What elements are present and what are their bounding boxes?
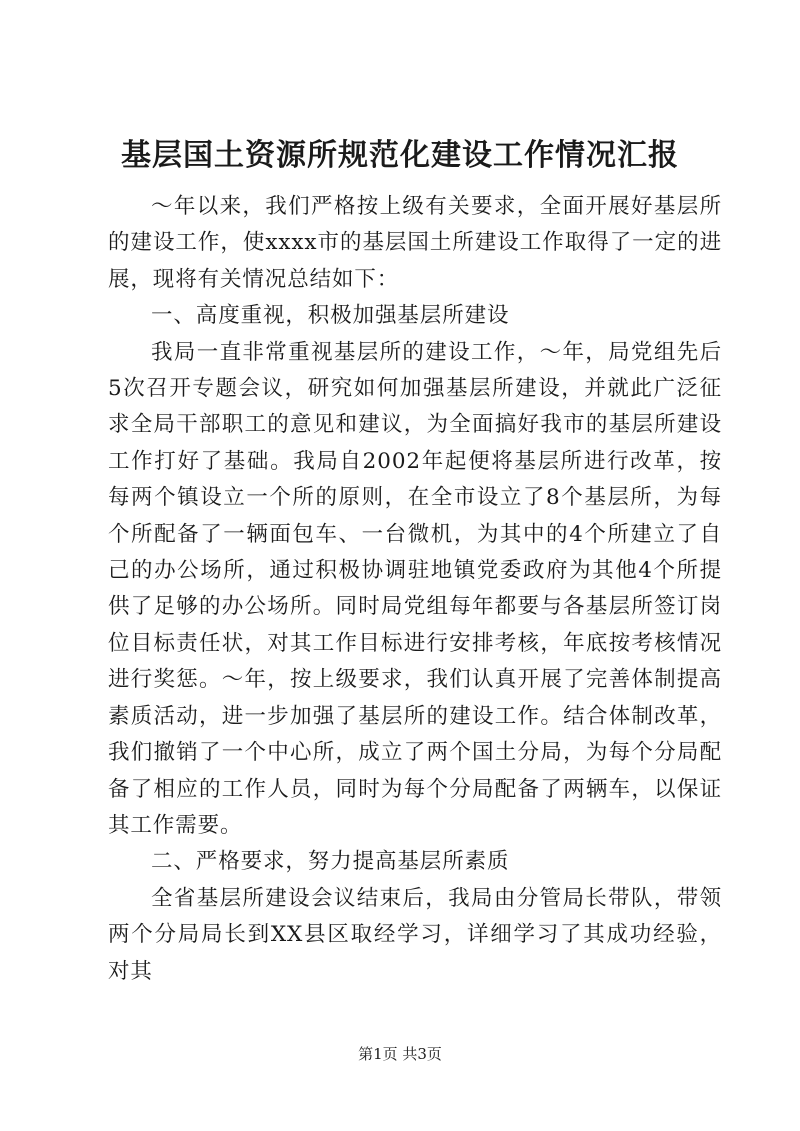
page-number-footer: 第1页 共3页 — [358, 1045, 442, 1063]
document-title: 基层国土资源所规范化建设工作情况汇报 — [121, 138, 679, 173]
intro-paragraph: ～年以来，我们严格按上级有关要求，全面开展好基层所的建设工作，使xxxx市的基层国土所建设工作取得了一定的进展，现将有关情况总结如下： — [108, 194, 722, 292]
section-heading-1: 一、高度重视，积极加强基层所建设 — [151, 303, 510, 329]
document-body — [108, 189, 722, 990]
section-heading-2: 二、严格要求，努力提高基层所素质 — [151, 849, 510, 875]
section-2-paragraph: 全省基层所建设会议结束后，我局由分管局长带队，带领两个分局局长到XX县区取经学习，详细学习了其成功经验，对其 — [108, 885, 722, 984]
section-1-paragraph: 我局一直非常重视基层所的建设工作，～年，局党组先后5次召开专题会议，研究如何加强基层所建设，并就此广泛征求全局干部职工的意见和建议，为全面搞好我市的基层所建设工作打好了基础。我局自2002年起便将基层所进行改革，按每两个镇设立一个所的原则，在全市设立了8个基层所，为每个所配备了一辆面包车、一台微机，为其中的4个所建立了自己的办公场所，通过积极协调驻地镇党委政府为其他4个所提供了足够的办公场所。同时局党组每年都要与各基层所签订岗位目标责任状，对其工作目标进行安排考核，年底按考核情况进行奖惩。～年，按上级要求，我们认真开展了完善体制提高素质活动，进一步加强了基层所的建设工作。结合体制改革，我们撤销了一个中心所，成立了两个国土分局，为每个分局配备了相应的工作人员，同时为每个分局配备了两辆车，以保证其工作需要。 — [108, 339, 722, 838]
